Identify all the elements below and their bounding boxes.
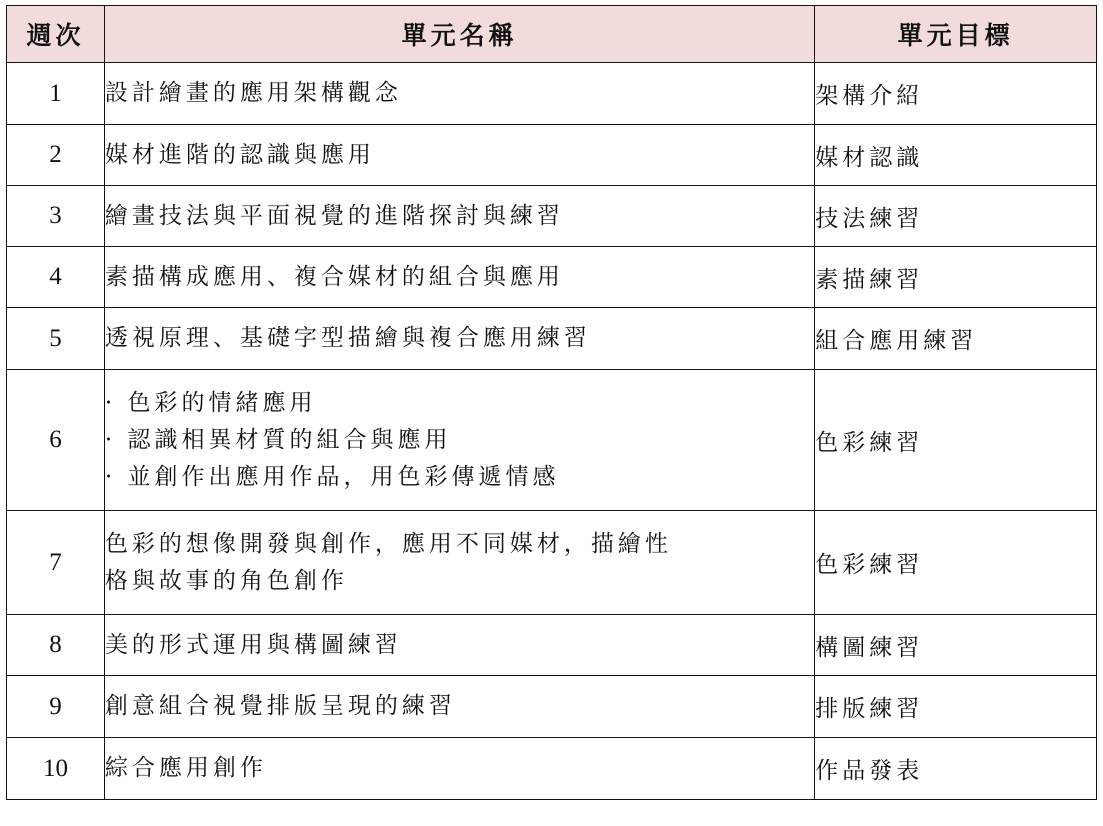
unit-name-line: · 認識相異材質的組合與應用 bbox=[104, 426, 452, 453]
unit-name-cell bbox=[104, 370, 814, 511]
unit-name-cell bbox=[104, 511, 814, 615]
unit-goal: 作品發表 bbox=[815, 738, 1097, 800]
header-unit-goal: 單元目標 bbox=[815, 6, 1097, 63]
table-row bbox=[7, 125, 1097, 186]
unit-name-cell bbox=[104, 308, 814, 370]
unit-name-line: 媒材進階的認識與應用 bbox=[104, 141, 375, 168]
table-row bbox=[7, 615, 1097, 676]
week-number: 10 bbox=[7, 738, 105, 800]
unit-goal: 色彩練習 bbox=[815, 511, 1097, 615]
unit-name-line: 繪畫技法與平面視覺的進階探討與練習 bbox=[104, 202, 564, 229]
table-row bbox=[7, 308, 1097, 370]
unit-name-cell bbox=[104, 615, 814, 676]
unit-name-line: · 並創作出應用作品，用色彩傳遞情感 bbox=[104, 463, 560, 490]
unit-name-line: 創意組合視覺排版呈現的練習 bbox=[104, 693, 456, 719]
table-header-row bbox=[7, 6, 1097, 63]
unit-name-line: 美的形式運用與構圖練習 bbox=[104, 631, 402, 658]
unit-goal: 色彩練習 bbox=[815, 370, 1097, 511]
unit-name-cell bbox=[104, 125, 814, 186]
week-number: 4 bbox=[7, 247, 105, 308]
unit-name-cell bbox=[104, 738, 814, 800]
unit-goal: 排版練習 bbox=[815, 676, 1097, 738]
unit-name-line: 設計繪畫的應用架構觀念 bbox=[104, 80, 402, 106]
unit-goal: 架構介紹 bbox=[815, 63, 1097, 125]
header-unit-name: 單元名稱 bbox=[104, 6, 814, 63]
unit-goal: 組合應用練習 bbox=[815, 308, 1097, 370]
week-number: 3 bbox=[7, 186, 105, 247]
course-schedule-table bbox=[6, 5, 1097, 800]
unit-name-line: 格與故事的角色創作 bbox=[104, 567, 348, 594]
week-number: 6 bbox=[7, 370, 105, 511]
unit-name-line: · 色彩的情緒應用 bbox=[104, 389, 317, 416]
unit-name-line: 色彩的想像開發與創作，應用不同媒材，描繪性 bbox=[104, 530, 672, 557]
week-number: 2 bbox=[7, 125, 105, 186]
unit-goal: 構圖練習 bbox=[815, 615, 1097, 676]
week-number: 9 bbox=[7, 676, 105, 738]
header-week: 週次 bbox=[7, 6, 105, 63]
unit-goal: 媒材認識 bbox=[815, 125, 1097, 186]
unit-name-line: 透視原理、基礎字型描繪與複合應用練習 bbox=[104, 325, 591, 351]
table-row bbox=[7, 511, 1097, 615]
table-row bbox=[7, 738, 1097, 800]
table-row bbox=[7, 247, 1097, 308]
unit-goal: 技法練習 bbox=[815, 186, 1097, 247]
unit-name-line: 素描構成應用、複合媒材的組合與應用 bbox=[104, 263, 564, 290]
table-row bbox=[7, 676, 1097, 738]
unit-name-line: 綜合應用創作 bbox=[104, 755, 267, 781]
week-number: 8 bbox=[7, 615, 105, 676]
unit-name-cell bbox=[104, 63, 814, 125]
week-number: 5 bbox=[7, 308, 105, 370]
unit-name-cell bbox=[104, 247, 814, 308]
unit-goal: 素描練習 bbox=[815, 247, 1097, 308]
week-number: 7 bbox=[7, 511, 105, 615]
table-row bbox=[7, 370, 1097, 511]
week-number: 1 bbox=[7, 63, 105, 125]
table-row bbox=[7, 186, 1097, 247]
table-row bbox=[7, 63, 1097, 125]
unit-name-cell bbox=[104, 186, 814, 247]
table-body bbox=[7, 63, 1097, 800]
unit-name-cell bbox=[104, 676, 814, 738]
